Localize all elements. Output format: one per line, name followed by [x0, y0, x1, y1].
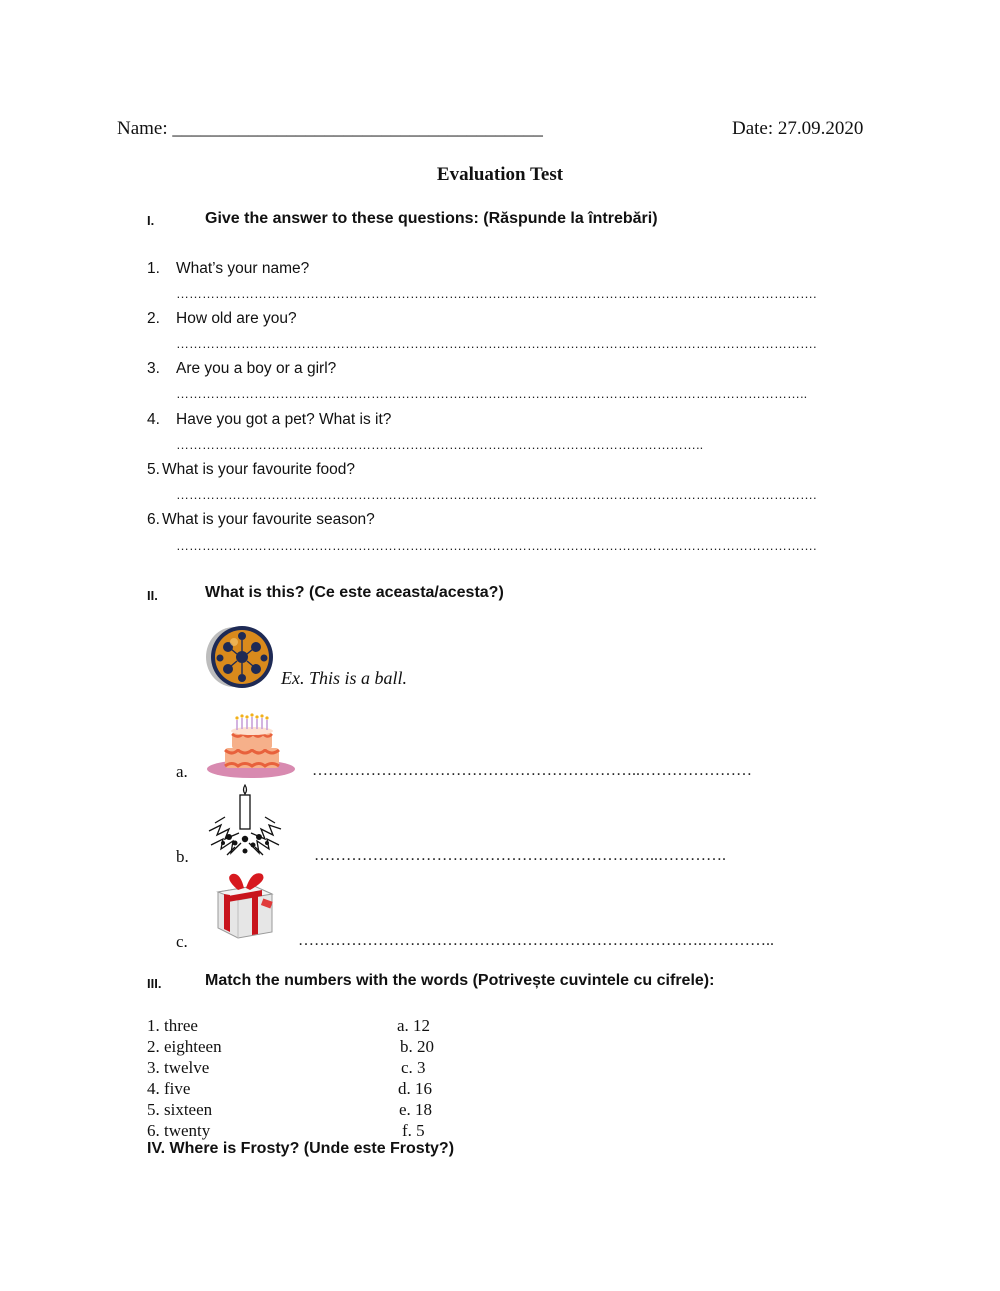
question-text: Have you got a pet? What is it?	[176, 411, 392, 428]
item-a-label: a.	[176, 762, 188, 781]
word-item: 6. twenty	[147, 1121, 211, 1140]
question-text: What is your favourite food?	[162, 461, 355, 478]
page-title: Evaluation Test	[436, 164, 564, 185]
answer-line[interactable]: ………………………………………………………………………………………………………………………………….	[176, 286, 817, 301]
answer-line[interactable]: ………………………………………………………………………………………………………………………………..	[176, 386, 808, 401]
item-c-label: c.	[176, 932, 188, 951]
number-item: b. 20	[400, 1037, 434, 1056]
section-1-number: I.	[147, 213, 155, 228]
numbers-column	[397, 1015, 434, 1141]
word-item: 2. eighteen	[147, 1037, 222, 1056]
words-column	[147, 1015, 222, 1141]
question-number: 4.	[147, 411, 160, 428]
question-number: 3.	[147, 360, 160, 377]
item-c-answer-line[interactable]: ………………………………………………………………….…………..	[298, 932, 774, 949]
question-number: 1.	[147, 260, 160, 277]
number-item: d. 16	[398, 1079, 432, 1098]
word-item: 3. twelve	[147, 1058, 210, 1077]
question-text: What is your favourite season?	[162, 511, 375, 528]
name-line[interactable]: _______________________________________	[172, 118, 543, 139]
section-2-number: II.	[147, 588, 158, 603]
question-number: 5.	[147, 461, 160, 478]
name-label-text: Name:	[117, 118, 168, 139]
candle-icon	[205, 783, 285, 863]
example-sentence: Ex. This is a ball.	[281, 668, 408, 688]
answer-line[interactable]: ………………………………………………………………………………………………………………………………….	[176, 487, 817, 502]
answer-line[interactable]: …………………………………………………………………………………………………………..	[176, 437, 704, 452]
item-a-answer-line[interactable]: ……………………………………………………..…………………	[312, 762, 752, 779]
item-b-label: b.	[176, 847, 189, 866]
cake-icon	[205, 712, 297, 780]
question-number: 6.	[147, 511, 160, 528]
word-item: 1. three	[147, 1016, 198, 1035]
section-2-title: What is this? (Ce este aceasta/acesta?)	[205, 584, 504, 601]
gift-icon	[210, 870, 280, 940]
section-1-title: Give the answer to these questions: (Răspunde la întrebări)	[205, 210, 658, 227]
item-b-answer-line[interactable]: ………………………………………………………..………….	[314, 847, 726, 864]
word-item: 4. five	[147, 1079, 191, 1098]
number-item: f. 5	[402, 1121, 425, 1140]
section-3-title: Match the numbers with the words (Potrivește cuvintele cu cifrele):	[205, 972, 715, 989]
number-item: a. 12	[397, 1016, 431, 1035]
question-text: How old are you?	[176, 310, 297, 327]
question-text: Are you a boy or a girl?	[176, 360, 337, 377]
section-3-number: III.	[147, 976, 162, 991]
date: Date: 27.09.2020	[732, 118, 864, 139]
question-number: 2.	[147, 310, 160, 327]
answer-line[interactable]: ………………………………………………………………………………………………………………………………….	[176, 336, 817, 351]
number-item: c. 3	[401, 1058, 426, 1077]
name-label	[117, 118, 543, 140]
number-item: e. 18	[399, 1100, 433, 1119]
section-4-title: IV. Where is Frosty? (Unde este Frosty?)	[147, 1140, 455, 1157]
ball-icon	[204, 624, 280, 690]
question-text: What’s your name?	[176, 260, 310, 277]
answer-line[interactable]: ………………………………………………………………………………………………………………………………….	[176, 538, 817, 553]
word-item: 5. sixteen	[147, 1100, 213, 1119]
